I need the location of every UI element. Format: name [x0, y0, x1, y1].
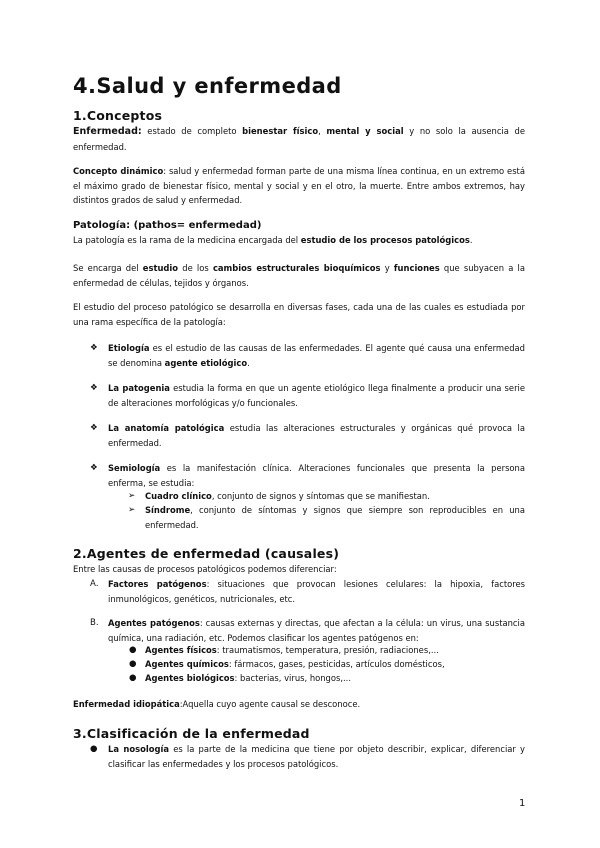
bold-text: funciones [393, 263, 440, 273]
dot-bullet-icon: ● [90, 744, 98, 754]
term: Agentes químicos [145, 659, 229, 669]
term-concepto-dinamico: Concepto dinámico [73, 166, 164, 176]
list-item-anatomia-patologica [108, 421, 525, 450]
text: estudia las alteraciones estructurales y orgánicas qué provoca la enfermedad. [108, 423, 525, 448]
section-heading-clasificacion: 3.Clasificación de la enfermedad [73, 726, 310, 741]
bold-text: cambios estructurales bioquímicos [212, 263, 381, 273]
text: es el estudio de las causas de las enfermedades. El agente qué causa una enfermedad se denomina [108, 343, 525, 368]
text: es la parte de la medicina que tiene por objeto describir, explicar, diferenciar y clasificar las enfermedades y los procesos patológicos. [108, 744, 525, 769]
term-enfermedad: Enfermedad: [73, 126, 142, 137]
sub-item-sindrome [145, 503, 525, 532]
term: La nosología [108, 744, 170, 754]
arrow-bullet-icon: ➢ [128, 491, 136, 501]
paragraph-patologia-2 [73, 261, 525, 290]
diamond-bullet-icon: ❖ [90, 383, 98, 393]
paragraph-enfermedad [73, 124, 525, 154]
text: . [247, 357, 250, 368]
text: La patología es la rama de la medicina encargada del [73, 235, 301, 245]
dot-bullet-icon: ● [129, 673, 137, 683]
text: , [318, 126, 327, 136]
text: de los [178, 263, 213, 273]
text: : bacterias, virus, hongos,... [234, 673, 352, 683]
list-item-agentes-patogenos [108, 616, 525, 645]
section-heading-agentes: 2.Agentes de enfermedad (causales) [73, 546, 340, 561]
paragraph-agentes-intro: Entre las causas de procesos patológicos podemos diferenciar: [73, 564, 337, 574]
text: : fármacos, gases, pesticidas, artículos domésticos, [228, 659, 445, 669]
diamond-bullet-icon: ❖ [90, 343, 98, 353]
sub-item-agentes-biologicos [145, 671, 525, 686]
text: : traumatismos, temperatura, presión, radiaciones,... [216, 645, 439, 655]
text: y no solo la ausencia de enfermedad. [73, 126, 525, 152]
sub-item-cuadro-clinico [145, 489, 525, 504]
text: Se encarga del [73, 263, 143, 273]
text: : salud y enfermedad forman parte de una misma línea continua, en un extremo está el máximo grado de bienestar físico, mental y social y en el otro, la muerte. Entre ambos extremos, hay distintos grados de salud y enfermedad. [73, 166, 525, 205]
section-heading-conceptos: 1.Conceptos [73, 108, 163, 123]
list-item-patogenia [108, 381, 525, 410]
bold-text: estudio [142, 263, 179, 273]
term: Etiología [108, 343, 150, 353]
diamond-bullet-icon: ❖ [90, 423, 98, 433]
text: es la manifestación clínica. Alteraciones funcionales que presenta la persona enferma, se estudia: [108, 463, 525, 488]
text: que subyacen a la enfermedad de células, tejidos y órganos. [73, 263, 525, 288]
text: :Aquella cuyo agente causal se desconoce. [179, 699, 361, 709]
term: Agentes patógenos [108, 618, 200, 628]
term: Síndrome [145, 505, 191, 515]
bold-text: agente etiológico [164, 357, 248, 368]
text: estado de completo [141, 126, 243, 136]
paragraph-patologia-3: El estudio del proceso patológico se desarrolla en diversas fases, cada una de las cuales es estudiada por una rama específica de la patología: [73, 302, 525, 327]
diamond-bullet-icon: ❖ [90, 463, 98, 473]
text: , conjunto de signos y síntomas que se manifiestan. [211, 491, 430, 501]
subheading-patologia: Patología: (pathos= enfermedad) [73, 220, 262, 231]
text: y [380, 263, 394, 273]
page-title: 4.Salud y enfermedad [73, 74, 342, 98]
term: Factores patógenos [108, 579, 207, 589]
term: Cuadro clínico [145, 491, 212, 501]
text: , conjunto de síntomas y signos que siempre son reproducibles en una enfermedad. [145, 505, 525, 530]
bold-text: estudio de los procesos patológicos [300, 235, 470, 245]
list-marker-a: A. [90, 579, 99, 589]
term: Agentes biológicos [145, 673, 235, 683]
sub-item-agentes-fisicos [145, 643, 525, 658]
arrow-bullet-icon: ➢ [128, 505, 136, 515]
list-item-semiologia [108, 461, 525, 490]
page-number: 1 [519, 798, 526, 809]
text: : causas externas y directas, que afectan a la célula: un virus, una sustancia química, una radiación, etc. Podemos clasificar los agentes patógenos en: [108, 618, 525, 643]
paragraph-enfermedad-idiopatica [73, 697, 525, 712]
dot-bullet-icon: ● [129, 659, 137, 669]
text: estudia la forma en que un agente etiológico llega finalmente a producir una serie de alteraciones morfológicas y/o funcionales. [108, 383, 525, 408]
term: Agentes físicos [145, 645, 217, 655]
sub-item-agentes-quimicos [145, 657, 525, 672]
dot-bullet-icon: ● [129, 645, 137, 655]
list-item-factores-patogenos [108, 577, 525, 606]
term: Semiología [108, 463, 161, 473]
paragraph-concepto-dinamico [73, 164, 525, 208]
list-marker-b: B. [90, 618, 99, 628]
bold-text: mental y social [326, 126, 404, 136]
term: La anatomía patológica [108, 423, 225, 433]
text: . [469, 235, 473, 245]
list-item-nosologia [108, 742, 525, 771]
paragraph-patologia-1 [73, 233, 525, 248]
term: Enfermedad idiopática [73, 699, 180, 709]
list-item-etiologia [108, 341, 525, 370]
bold-text: bienestar físico [242, 126, 319, 136]
term: La patogenia [108, 383, 170, 393]
text: : situaciones que provocan lesiones celulares: la hipoxia, factores inmunológicos, genéticos, nutricionales, etc. [108, 579, 526, 604]
